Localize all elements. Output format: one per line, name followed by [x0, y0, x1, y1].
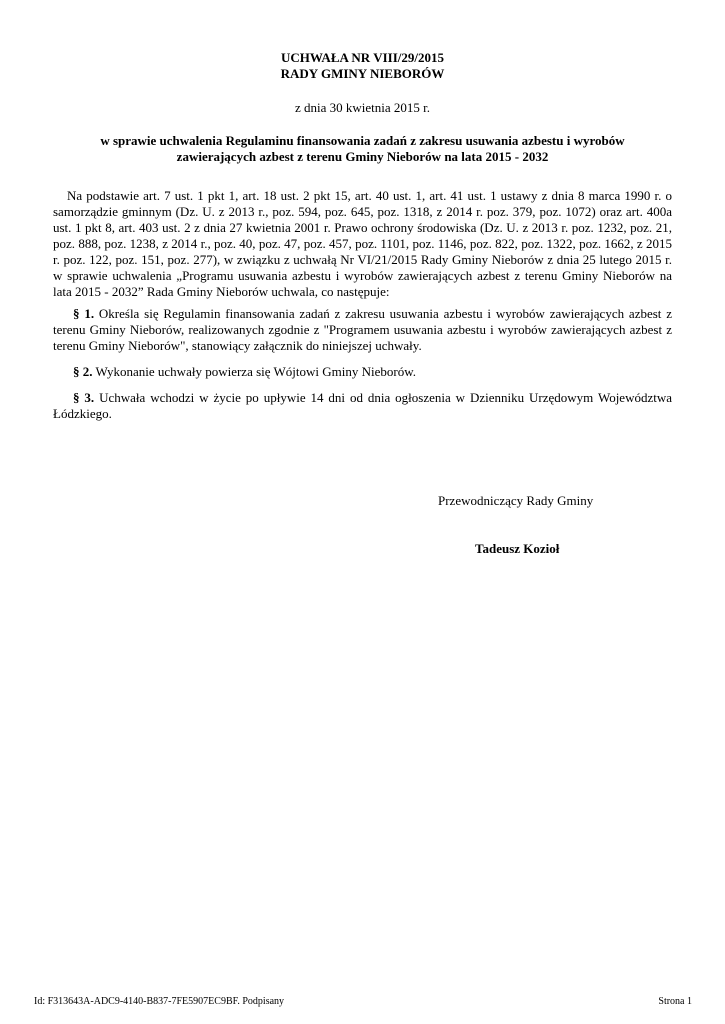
resolution-date: z dnia 30 kwietnia 2015 r.	[294, 100, 431, 115]
document-id-footer: Id: F313643A-ADC9-4140-B837-7FE5907EC9BF. Podpisany	[34, 996, 285, 1007]
section-2-text: Wykonanie uchwały powierza się Wójtowi Gminy Nieborów.	[92, 364, 417, 379]
section-3	[53, 390, 672, 422]
section-3-mark: § 3.	[73, 390, 95, 405]
section-1	[53, 306, 672, 354]
resolution-subject: w sprawie uchwalenia Regulaminu finansowania zadań z zakresu usuwania azbestu i wyrobów zawierających azbest z terenu Gminy Nieborów na lata 2015 - 2032	[100, 133, 625, 164]
signatory-name: Tadeusz Kozioł	[475, 541, 560, 556]
resolution-number: UCHWAŁA NR VIII/29/2015	[280, 50, 444, 65]
resolution-body	[53, 188, 672, 422]
page-number-footer: Strona 1	[658, 996, 692, 1007]
section-2	[53, 364, 672, 380]
section-1-mark: § 1.	[73, 306, 95, 321]
section-3-text: Uchwała wchodzi w życie po upływie 14 dni od dnia ogłoszenia w Dzienniku Urzędowym Województwa Łódzkiego.	[53, 390, 673, 421]
signatory-role: Przewodniczący Rady Gminy	[438, 493, 594, 508]
resolution-title	[0, 50, 725, 82]
section-1-text: Określa się Regulamin finansowania zadań z zakresu usuwania azbestu i wyrobów zawierających azbest z terenu Gminy Nieborów, realizowanych zgodnie z "Programem usuwania azbestu i wyrobów zawierających azbest z terenu Gminy Nieborów", stanowiący załącznik do niniejszej uchwały.	[53, 306, 672, 353]
section-2-mark: § 2.	[73, 364, 93, 379]
council-name: RADY GMINY NIEBORÓW	[280, 66, 445, 81]
legal-basis-paragraph: Na podstawie art. 7 ust. 1 pkt 1, art. 18 ust. 2 pkt 15, art. 40 ust. 1, art. 41 ust. 1 ustawy z dnia 8 marca 1990 r. o samorządzie gminnym (Dz. U. z 2013 r., poz. 594, poz. 645, poz. 1318, z 2014 r. poz. 379, poz. 1072) oraz art. 400a ust. 1 pkt 8, art. 403 ust. 2 z dnia 27 kwietnia 2001 r. Prawo ochrony środowiska (Dz. U. z 2013 r. poz. 1232, poz. 21, poz. 888, poz. 1238, z 2014 r., poz. 40, poz. 47, poz. 457, poz. 1101, poz. 1146, poz. 822, poz. 1322, poz. 1662, z 2015 r. poz. 122, poz. 151, poz. 277), w związku z uchwałą Nr VI/21/2015 Rady Gminy Nieborów z dnia 25 lutego 2015 r. w sprawie uchwalenia „Programu usuwania azbestu i wyrobów zawierających azbest z terenu Gminy Nieborów na lata 2015 - 2032” Rada Gminy Nieborów uchwala, co następuje:	[53, 188, 672, 299]
